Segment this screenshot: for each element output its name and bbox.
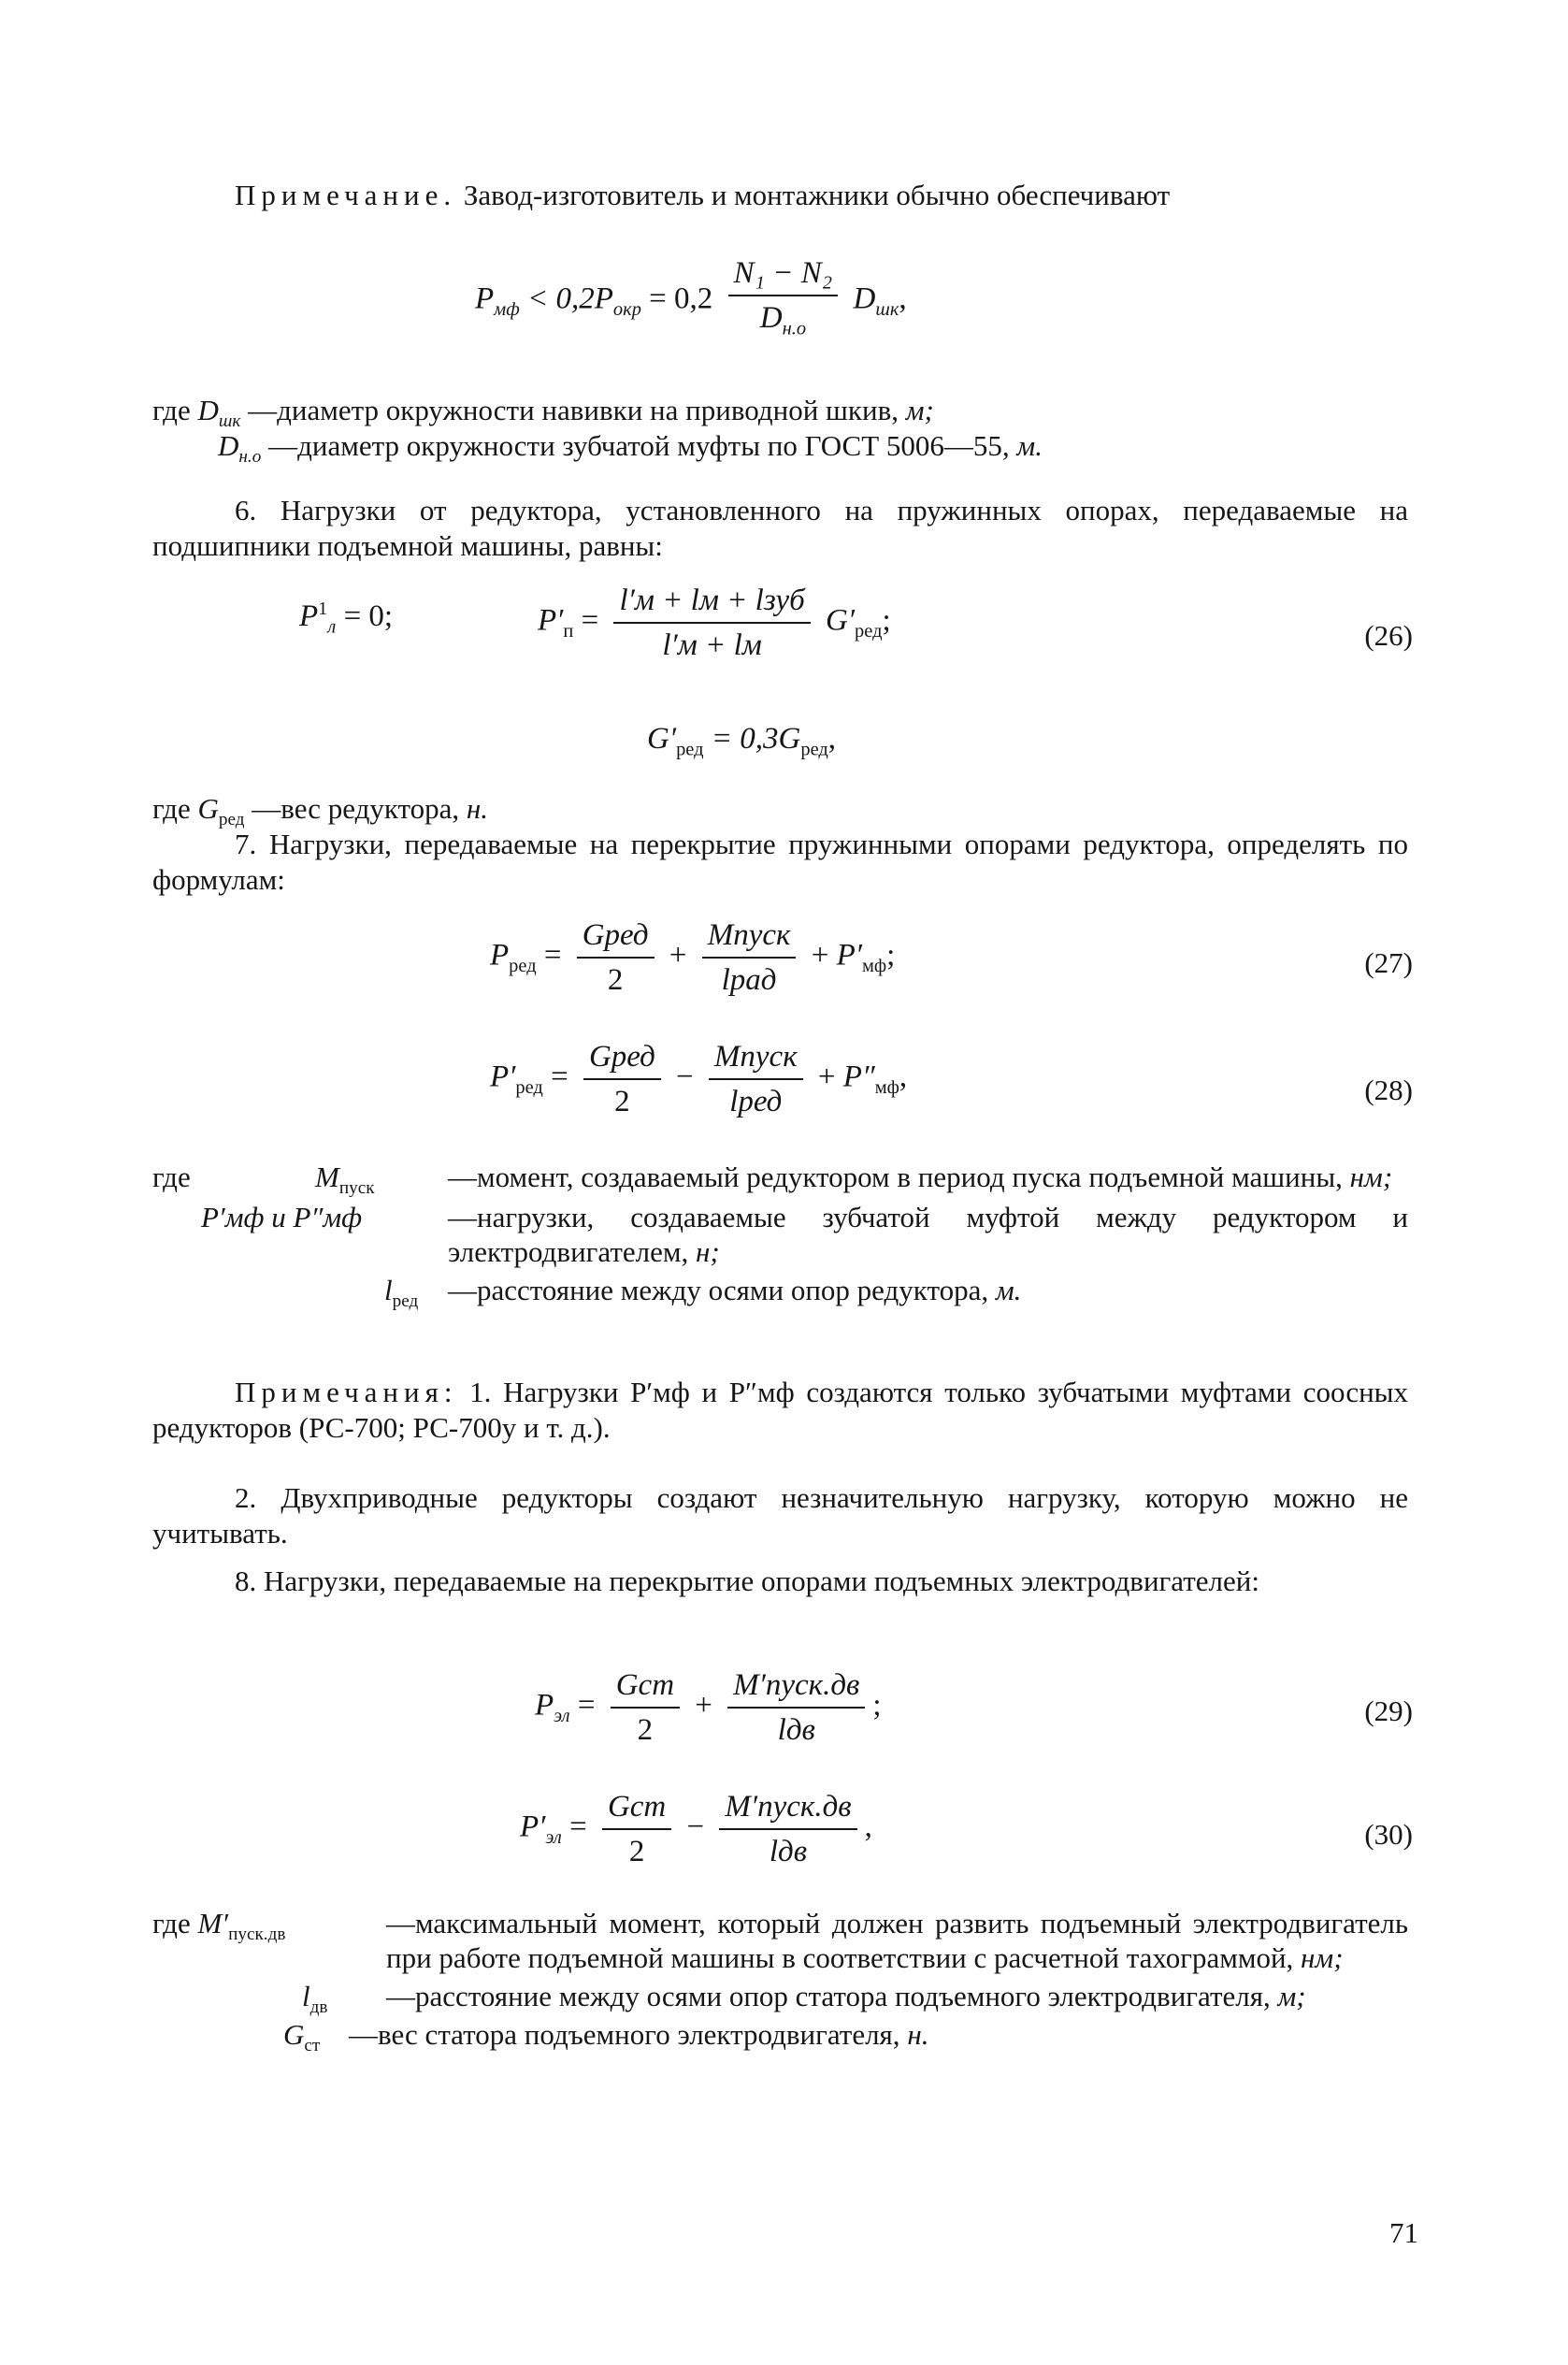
formula-27-fraction-1	[577, 916, 655, 999]
where-8-row	[152, 1979, 1408, 2018]
formula-29-lhs-sub: эл	[554, 1706, 570, 1727]
formula-28-lhs-sub: ред	[515, 1077, 543, 1099]
formula-28-term-sub: мф	[874, 1077, 899, 1099]
formula-29-fraction-1	[611, 1666, 680, 1749]
where-sym: D	[218, 429, 239, 462]
where-sym-group	[384, 1273, 418, 1319]
where-prefix: где	[152, 792, 191, 825]
where-prefix: где	[152, 1161, 191, 1193]
formula-28-lhs: P′	[490, 1060, 516, 1094]
where-text: —диаметр окружности навивки на приводной шкив,	[248, 394, 899, 426]
where-unit: нм;	[1349, 1161, 1393, 1193]
where-unit: м.	[995, 1274, 1022, 1306]
where-7-row	[152, 1160, 1408, 1199]
formula-29-num-1: Gст	[611, 1666, 680, 1709]
formula-29-fraction-2	[727, 1666, 865, 1749]
where-7-row	[152, 1200, 1408, 1269]
formula-pmf-left: P	[475, 281, 495, 316]
where-unit: нм;	[1301, 1941, 1344, 1974]
equation-number-28: (28)	[1364, 1074, 1413, 1106]
where-sym: D	[197, 394, 219, 426]
where-sym: P′мф и P″мф	[201, 1201, 363, 1233]
formula-28-num-1: Gред	[583, 1038, 661, 1080]
where-desc	[448, 1273, 1408, 1307]
where-prefix: где	[152, 394, 191, 426]
where-1-row	[152, 393, 1408, 432]
item-6-paragraph: 6. Нагрузки от редуктора, установленного на пружинных опорах, передаваемые на подшипники подъемной машины, равны:	[152, 494, 1408, 562]
formula-28-term: P″	[842, 1060, 875, 1094]
equation-number-26: (26)	[1364, 619, 1413, 652]
formula-26-sub-eq-end: ,	[827, 722, 837, 756]
where-sym-group	[283, 2017, 320, 2063]
where-1-row	[152, 428, 1408, 468]
formula-pmf-tail-sub: шк	[875, 298, 899, 320]
where-7-row	[152, 1273, 1408, 1312]
where-sym-sub: ст	[304, 2036, 321, 2056]
where-text: —диаметр окружности зубчатой муфты по ГОСТ 5006—55,	[268, 429, 1010, 462]
where-sym: M	[315, 1161, 339, 1193]
formula-28-op-2: +	[817, 1060, 836, 1094]
where-prefix: где	[152, 1907, 191, 1940]
formula-30-den-1: 2	[628, 1835, 645, 1868]
where-unit: м;	[1277, 1980, 1306, 2012]
formula-27-fraction-2	[702, 916, 797, 999]
formula-26-b: P′	[538, 603, 564, 638]
where-unit: н.	[466, 792, 489, 825]
formula-26-denominator: l′м + lм	[662, 628, 762, 662]
formula-pmf	[475, 254, 907, 348]
where-unit: н;	[695, 1235, 720, 1268]
where-sym-sub: шк	[218, 411, 241, 432]
formula-29-op-1: +	[695, 1688, 712, 1723]
where-sym: l	[384, 1274, 393, 1306]
formula-27-end: ;	[886, 938, 896, 973]
formula-26-sub-eq-rest: = 0,3G	[711, 722, 801, 756]
formula-29: $P_{эл}$ = $\frac{\text{Gст}}{2}$ + $\frac{\text{M′пуск.дв}}{\text{lдв}}$ ;	[535, 1668, 882, 1747]
formula-26-sub-eq-sub: ред	[676, 739, 704, 760]
formula-28-op-1: −	[676, 1060, 694, 1094]
where-text: —расстояние между осями опор редуктора,	[448, 1274, 989, 1306]
where-sym: l	[302, 1980, 310, 2012]
formula-29-num-2: M′пуск.дв	[727, 1666, 865, 1709]
formula-26-a-sup: 1	[318, 598, 328, 619]
formula-27-den-2: lрад	[721, 963, 777, 997]
formula-27-lhs: P	[490, 938, 510, 973]
where-sym-sub: ред	[392, 1291, 419, 1312]
formula-27-op-1: +	[669, 938, 687, 973]
notes-paragraph-2: 2. Двухприводные редукторы создают незначительную нагрузку, которую можно не учитывать.	[152, 1481, 1408, 1550]
formula-26-tail: G′	[825, 603, 856, 638]
formula-26-tail-sub: ред	[855, 621, 883, 642]
formula-29-lhs: P	[535, 1688, 554, 1723]
note-label: Примечание.	[235, 179, 457, 211]
formula-27-op-2: +	[811, 938, 829, 973]
where-desc	[386, 1906, 1408, 1975]
where-sym-sub: дв	[309, 1997, 328, 2018]
where-desc	[349, 2017, 1408, 2052]
where-text: —вес редуктора,	[252, 792, 460, 825]
formula-28-fraction-1	[583, 1038, 661, 1120]
formula-27-num-2: Mпуск	[702, 916, 797, 959]
formula-28-fraction-2	[709, 1038, 803, 1120]
formula-28: $P'_{ред}$ = $\frac{\text{Gред}}{2}$ − $\frac{\text{Mпуск}}{\text{lред}}$ + $P''_{мф}$,	[490, 1040, 908, 1118]
formula-28-den-2: lред	[729, 1085, 783, 1118]
formula-pmf-rel-sub: окр	[612, 298, 641, 320]
formula-30-lhs: P′	[520, 1810, 546, 1844]
page-number: 71	[1389, 2216, 1418, 2249]
formula-pmf-eq: = 0,2	[649, 281, 713, 316]
where-text: —вес статора подъемного электродвигателя,	[349, 2018, 900, 2051]
where-sym-sub: н.о	[238, 447, 262, 468]
formula-27-den-1: 2	[607, 963, 624, 997]
formula-30: $P'_{эл}$ = $\frac{\text{Gст}}{2}$ − $\frac{\text{M′пуск.дв}}{\text{lдв}}$ ,	[520, 1790, 872, 1868]
notes-label: Примечания:	[235, 1376, 458, 1408]
formula-26-tail-end: ;	[882, 603, 891, 638]
formula-30-fraction-1	[602, 1788, 671, 1870]
note-text: Завод-изготовитель и монтажники обычно обеспечивают	[463, 179, 1171, 211]
formula-pmf-rel: < 0,2P	[526, 281, 613, 316]
where-sym-sub: пуск.дв	[228, 1925, 286, 1945]
item-7-paragraph: 7. Нагрузки, передаваемые на перекрытие пружинными опорами редуктора, определять по формулам:	[152, 828, 1408, 896]
formula-30-num-2: M′пуск.дв	[719, 1788, 856, 1830]
formula-26-fraction	[613, 582, 810, 664]
item-8-paragraph: 8. Нагрузки, передаваемые на перекрытие опорами подъемных электродвигателей:	[235, 1565, 1259, 1597]
formula-26-part-b	[538, 582, 891, 664]
formula-26-a: P	[299, 599, 319, 633]
formula-30-op-1: −	[686, 1810, 705, 1844]
formula-26-sub-eq: G′	[647, 722, 677, 756]
formula-29-end: ;	[872, 1688, 882, 1723]
where-desc	[386, 1979, 1408, 2013]
where-sym-group	[315, 1160, 375, 1205]
formula-28-num-2: Mпуск	[709, 1038, 803, 1080]
formula-pmf-fraction	[728, 254, 839, 348]
formula-26-a-val: = 0;	[343, 599, 394, 633]
note-paragraph	[152, 178, 1408, 213]
where-sym: G	[197, 792, 219, 825]
where-text: —расстояние между осями опор статора подъемного электродвигателя,	[386, 1980, 1271, 2012]
where-desc	[448, 1200, 1408, 1269]
formula-pmf-left-sub: мф	[494, 298, 520, 320]
formula-pmf-den-text: D	[759, 301, 783, 335]
where-sym: G	[283, 2018, 305, 2051]
formula-27-num-1: Gред	[577, 916, 655, 959]
formula-27-lhs-sub: ред	[509, 956, 537, 977]
where-text: —максимальный момент, который должен развить подъемный электродвигатель при работе подъемной машины в соответствии с расчетной тахограммой,	[386, 1907, 1408, 1974]
formula-26-a-sub: л	[327, 616, 337, 638]
formula-pmf-den-sub: н.о	[782, 318, 807, 339]
equation-number-27: (27)	[1364, 946, 1413, 979]
where-list-7	[152, 1160, 1408, 1312]
notes-item-1: 1. Нагрузки P′мф и P″мф создаются только зубчатыми муфтами соосных редукторов (РС-700; РС-700у и т. д.).	[152, 1376, 1408, 1444]
formula-30-end: ,	[864, 1810, 872, 1844]
formula-30-den-2: lдв	[769, 1835, 808, 1868]
where-text: —нагрузки, создаваемые зубчатой муфтой между редуктором и электродвигателем,	[448, 1201, 1408, 1268]
equation-number-30: (30)	[1364, 1818, 1413, 1851]
where-list-1	[152, 393, 1408, 468]
where-sym-group	[152, 1906, 285, 1952]
formula-28-den-1: 2	[614, 1085, 630, 1118]
formula-28-end: ,	[899, 1060, 908, 1094]
where-list-8	[152, 1906, 1408, 2056]
formula-pmf-tail: D	[853, 281, 876, 316]
equation-number-29: (29)	[1364, 1694, 1413, 1727]
formula-29-den-2: lдв	[777, 1713, 815, 1747]
formula-26-numerator: l′м + lм + lзуб	[613, 582, 810, 624]
formula-26-sub-equation	[647, 722, 836, 761]
formula-26-b-eq: =	[581, 603, 599, 638]
notes-paragraph-1	[152, 1375, 1408, 1446]
formula-pmf-denominator	[728, 296, 839, 348]
where-desc	[448, 1160, 1408, 1194]
where-8-row	[152, 2017, 1408, 2056]
formula-30-num-1: Gст	[602, 1788, 671, 1830]
where-unit: м.	[1016, 429, 1043, 462]
where-sym-sub: ред	[218, 810, 245, 830]
formula-30-fraction-2	[719, 1788, 856, 1870]
formula-26-part-a	[299, 598, 393, 639]
where-unit: м;	[905, 394, 934, 426]
formula-pmf-numerator: N₁ − N₂	[728, 254, 839, 296]
formula-26-b-sub: п	[563, 621, 574, 642]
where-sym-sub: пуск	[338, 1178, 375, 1199]
formula-27: $P_{ред}$ = $\frac{\text{Gред}}{2}$ + $\frac{\text{Mпуск}}{\text{lрад}}$ + $P'_{мф}$;	[490, 918, 896, 997]
where-unit: н.	[907, 2018, 929, 2051]
formula-29-den-1: 2	[637, 1713, 654, 1747]
where-text: —момент, создаваемый редуктором в период пуска подъемной машины,	[448, 1161, 1343, 1193]
where-8-row	[152, 1906, 1408, 1975]
formula-30-lhs-sub: эл	[545, 1827, 562, 1849]
formula-26-sub-eq-rest-sub: ред	[800, 739, 828, 760]
formula-pmf-end: ,	[899, 281, 907, 316]
formula-27-term: P′	[836, 938, 862, 973]
formula-27-term-sub: мф	[861, 956, 887, 977]
where-sym: M′	[197, 1907, 229, 1940]
